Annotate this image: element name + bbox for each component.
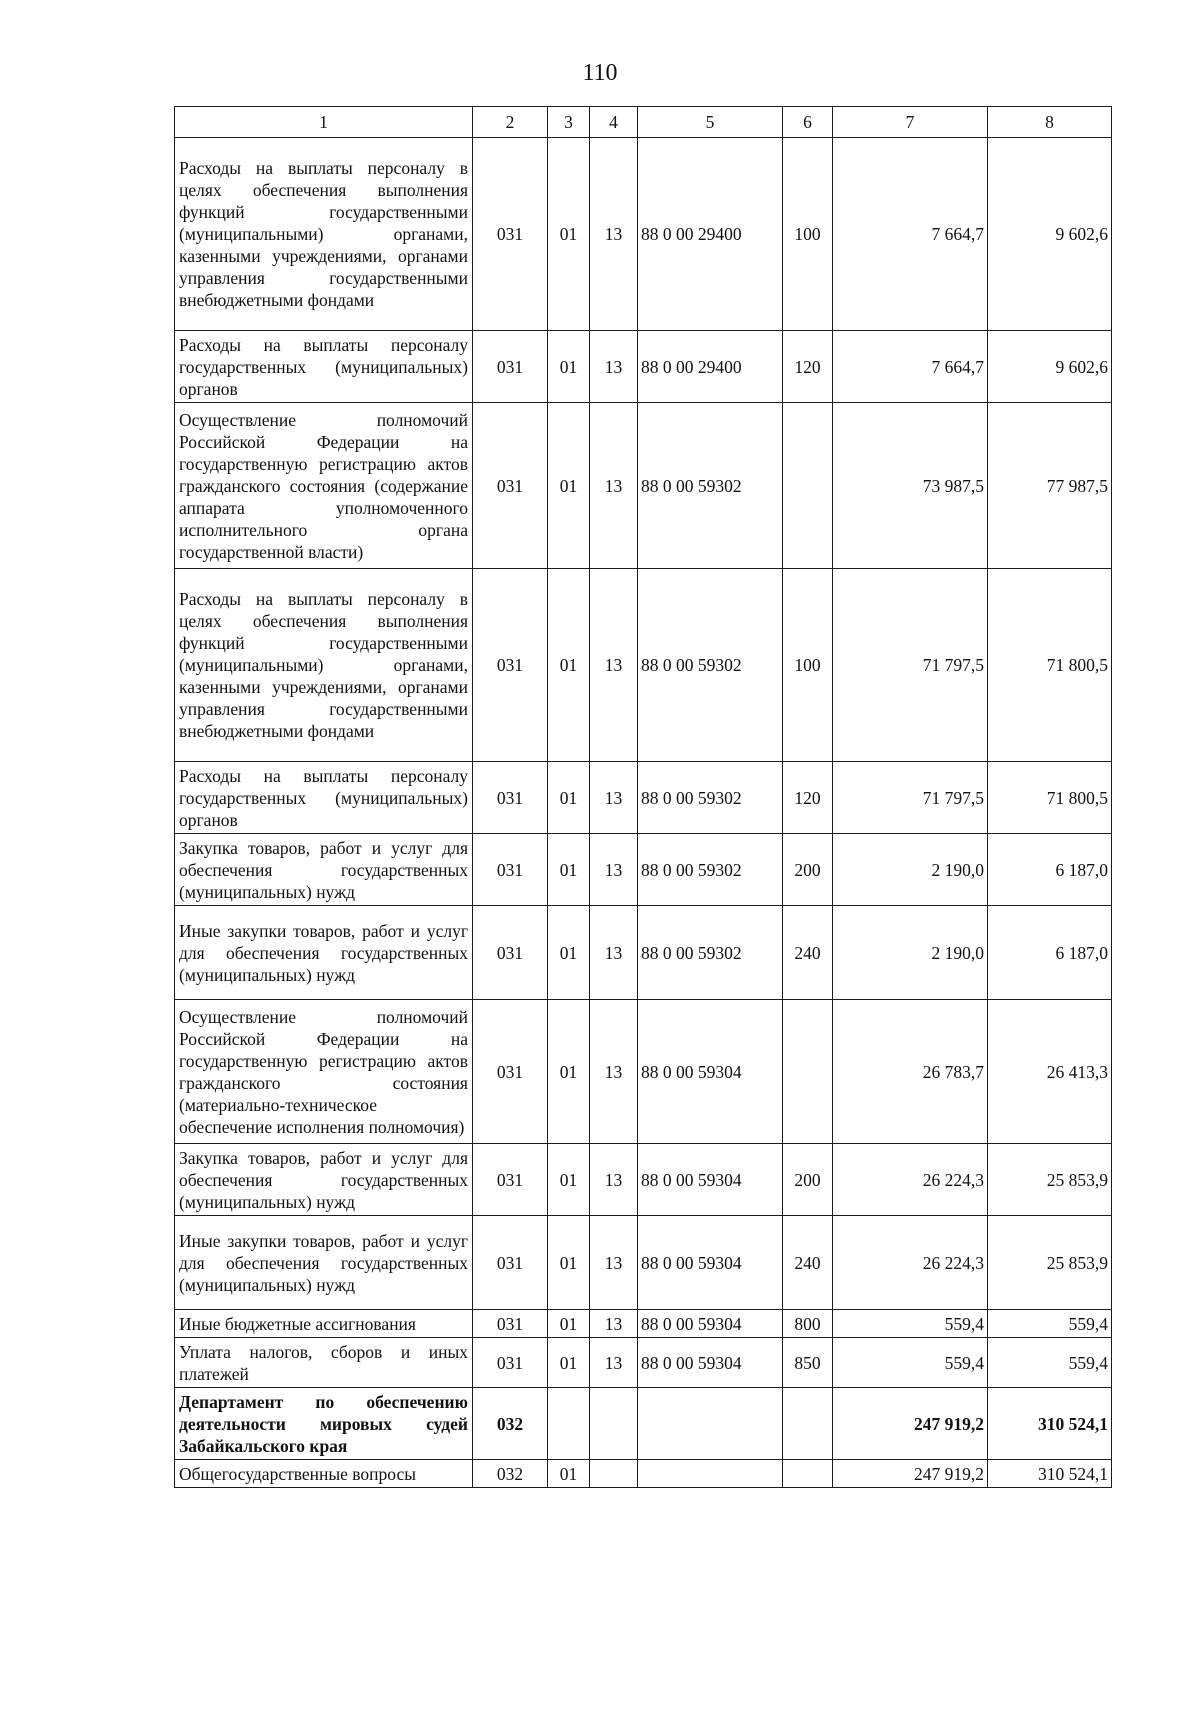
header-col-2: 2 <box>473 107 548 138</box>
row-section-code: 01 <box>548 834 590 906</box>
row-description: Расходы на выплаты персоналу государственных (муниципальных) органов <box>175 762 473 834</box>
row-description: Департамент по обеспечению деятельности мировых судей Забайкальского края <box>175 1388 473 1460</box>
row-expense-type: 120 <box>783 331 833 403</box>
row-amount-year-1: 247 919,2 <box>833 1460 988 1488</box>
table-row <box>175 1310 1112 1338</box>
header-col-3: 3 <box>548 107 590 138</box>
row-amount-year-2: 6 187,0 <box>988 834 1112 906</box>
row-section-code: 01 <box>548 331 590 403</box>
row-amount-year-2: 559,4 <box>988 1310 1112 1338</box>
row-amount-year-1: 2 190,0 <box>833 834 988 906</box>
row-subsection-code: 13 <box>590 569 638 762</box>
row-chapter-code: 031 <box>473 403 548 569</box>
row-expense-type <box>783 1460 833 1488</box>
row-amount-year-2: 310 524,1 <box>988 1388 1112 1460</box>
row-expense-type: 100 <box>783 138 833 331</box>
row-description: Иные закупки товаров, работ и услуг для обеспечения государственных (муниципальных) нужд <box>175 906 473 1000</box>
row-amount-year-2: 26 413,3 <box>988 1000 1112 1144</box>
table-row <box>175 834 1112 906</box>
row-expense-type <box>783 1000 833 1144</box>
row-target-article: 88 0 00 29400 <box>638 331 783 403</box>
row-target-article: 88 0 00 59304 <box>638 1000 783 1144</box>
row-chapter-code: 032 <box>473 1460 548 1488</box>
header-col-6: 6 <box>783 107 833 138</box>
row-target-article: 88 0 00 59304 <box>638 1310 783 1338</box>
row-description: Уплата налогов, сборов и иных платежей <box>175 1338 473 1388</box>
table-row <box>175 569 1112 762</box>
row-amount-year-1: 73 987,5 <box>833 403 988 569</box>
row-target-article <box>638 1460 783 1488</box>
row-subsection-code <box>590 1460 638 1488</box>
row-chapter-code: 031 <box>473 569 548 762</box>
row-target-article: 88 0 00 59302 <box>638 569 783 762</box>
row-chapter-code: 031 <box>473 1310 548 1338</box>
row-amount-year-2: 25 853,9 <box>988 1144 1112 1216</box>
row-amount-year-1: 71 797,5 <box>833 569 988 762</box>
row-amount-year-2: 71 800,5 <box>988 569 1112 762</box>
row-amount-year-2: 25 853,9 <box>988 1216 1112 1310</box>
row-description: Иные закупки товаров, работ и услуг для обеспечения государственных (муниципальных) нужд <box>175 1216 473 1310</box>
row-target-article: 88 0 00 59304 <box>638 1144 783 1216</box>
row-expense-type: 850 <box>783 1338 833 1388</box>
row-description: Осуществление полномочий Российской Федерации на государственную регистрацию актов гражданского состояния (содержание аппарата уполномоченного исполнительного органа государственной власти) <box>175 403 473 569</box>
row-subsection-code: 13 <box>590 331 638 403</box>
row-expense-type <box>783 1388 833 1460</box>
row-amount-year-1: 26 224,3 <box>833 1216 988 1310</box>
row-subsection-code: 13 <box>590 762 638 834</box>
row-expense-type: 800 <box>783 1310 833 1338</box>
row-description: Осуществление полномочий Российской Федерации на государственную регистрацию актов гражданского состояния (материально-техническое обеспечение исполнения полномочия) <box>175 1000 473 1144</box>
row-section-code: 01 <box>548 1310 590 1338</box>
row-section-code: 01 <box>548 1000 590 1144</box>
row-subsection-code: 13 <box>590 403 638 569</box>
row-section-code: 01 <box>548 1338 590 1388</box>
row-description: Расходы на выплаты персоналу в целях обеспечения выполнения функций государственными (муниципальными) органами, казенными учреждениями, органами управления государственными внебюджетными фондами <box>175 138 473 331</box>
row-subsection-code: 13 <box>590 906 638 1000</box>
row-chapter-code: 031 <box>473 1216 548 1310</box>
row-description: Закупка товаров, работ и услуг для обеспечения государственных (муниципальных) нужд <box>175 834 473 906</box>
row-amount-year-1: 559,4 <box>833 1310 988 1338</box>
row-subsection-code: 13 <box>590 1216 638 1310</box>
row-expense-type <box>783 403 833 569</box>
row-chapter-code: 031 <box>473 906 548 1000</box>
row-target-article: 88 0 00 29400 <box>638 138 783 331</box>
row-amount-year-2: 77 987,5 <box>988 403 1112 569</box>
row-section-code: 01 <box>548 906 590 1000</box>
row-chapter-code: 031 <box>473 1000 548 1144</box>
row-description: Расходы на выплаты персоналу в целях обеспечения выполнения функций государственными (муниципальными) органами, казенными учреждениями, органами управления государственными внебюджетными фондами <box>175 569 473 762</box>
row-chapter-code: 031 <box>473 762 548 834</box>
row-section-code: 01 <box>548 403 590 569</box>
row-chapter-code: 031 <box>473 1338 548 1388</box>
row-amount-year-2: 559,4 <box>988 1338 1112 1388</box>
table-row <box>175 1144 1112 1216</box>
row-chapter-code: 031 <box>473 138 548 331</box>
row-amount-year-2: 9 602,6 <box>988 331 1112 403</box>
row-amount-year-2: 6 187,0 <box>988 906 1112 1000</box>
row-expense-type: 200 <box>783 834 833 906</box>
row-subsection-code <box>590 1388 638 1460</box>
header-col-7: 7 <box>833 107 988 138</box>
row-target-article <box>638 1388 783 1460</box>
table-row <box>175 762 1112 834</box>
table-row <box>175 1216 1112 1310</box>
row-target-article: 88 0 00 59302 <box>638 762 783 834</box>
row-description: Закупка товаров, работ и услуг для обеспечения государственных (муниципальных) нужд <box>175 1144 473 1216</box>
table-row <box>175 331 1112 403</box>
header-col-1: 1 <box>175 107 473 138</box>
row-section-code: 01 <box>548 762 590 834</box>
row-target-article: 88 0 00 59304 <box>638 1216 783 1310</box>
row-amount-year-1: 559,4 <box>833 1338 988 1388</box>
row-expense-type: 240 <box>783 906 833 1000</box>
table-body <box>175 138 1112 1488</box>
row-chapter-code: 031 <box>473 331 548 403</box>
row-subsection-code: 13 <box>590 1144 638 1216</box>
row-subsection-code: 13 <box>590 138 638 331</box>
row-subsection-code: 13 <box>590 1338 638 1388</box>
table-row <box>175 906 1112 1000</box>
budget-table <box>174 106 1112 1488</box>
row-amount-year-1: 247 919,2 <box>833 1388 988 1460</box>
row-amount-year-1: 7 664,7 <box>833 331 988 403</box>
row-description: Расходы на выплаты персоналу государственных (муниципальных) органов <box>175 331 473 403</box>
row-description: Общегосударственные вопросы <box>175 1460 473 1488</box>
row-amount-year-1: 26 783,7 <box>833 1000 988 1144</box>
row-expense-type: 240 <box>783 1216 833 1310</box>
row-amount-year-2: 310 524,1 <box>988 1460 1112 1488</box>
header-col-8: 8 <box>988 107 1112 138</box>
row-section-code: 01 <box>548 138 590 331</box>
row-amount-year-1: 7 664,7 <box>833 138 988 331</box>
row-amount-year-1: 71 797,5 <box>833 762 988 834</box>
row-section-code <box>548 1388 590 1460</box>
row-section-code: 01 <box>548 569 590 762</box>
table-row <box>175 1388 1112 1460</box>
row-target-article: 88 0 00 59304 <box>638 1338 783 1388</box>
row-chapter-code: 032 <box>473 1388 548 1460</box>
row-target-article: 88 0 00 59302 <box>638 834 783 906</box>
row-section-code: 01 <box>548 1460 590 1488</box>
row-chapter-code: 031 <box>473 834 548 906</box>
table-row <box>175 1000 1112 1144</box>
table-row <box>175 1338 1112 1388</box>
row-section-code: 01 <box>548 1216 590 1310</box>
row-expense-type: 120 <box>783 762 833 834</box>
row-section-code: 01 <box>548 1144 590 1216</box>
header-row <box>175 107 1112 138</box>
row-subsection-code: 13 <box>590 834 638 906</box>
row-description: Иные бюджетные ассигнования <box>175 1310 473 1338</box>
row-chapter-code: 031 <box>473 1144 548 1216</box>
row-subsection-code: 13 <box>590 1000 638 1144</box>
header-col-4: 4 <box>590 107 638 138</box>
row-subsection-code: 13 <box>590 1310 638 1338</box>
row-target-article: 88 0 00 59302 <box>638 403 783 569</box>
table-row <box>175 403 1112 569</box>
row-expense-type: 200 <box>783 1144 833 1216</box>
row-amount-year-2: 9 602,6 <box>988 138 1112 331</box>
row-target-article: 88 0 00 59302 <box>638 906 783 1000</box>
table-row <box>175 1460 1112 1488</box>
row-amount-year-1: 26 224,3 <box>833 1144 988 1216</box>
page-number: 110 <box>582 60 618 86</box>
row-expense-type: 100 <box>783 569 833 762</box>
row-amount-year-2: 71 800,5 <box>988 762 1112 834</box>
row-amount-year-1: 2 190,0 <box>833 906 988 1000</box>
header-col-5: 5 <box>638 107 783 138</box>
table-row <box>175 138 1112 331</box>
